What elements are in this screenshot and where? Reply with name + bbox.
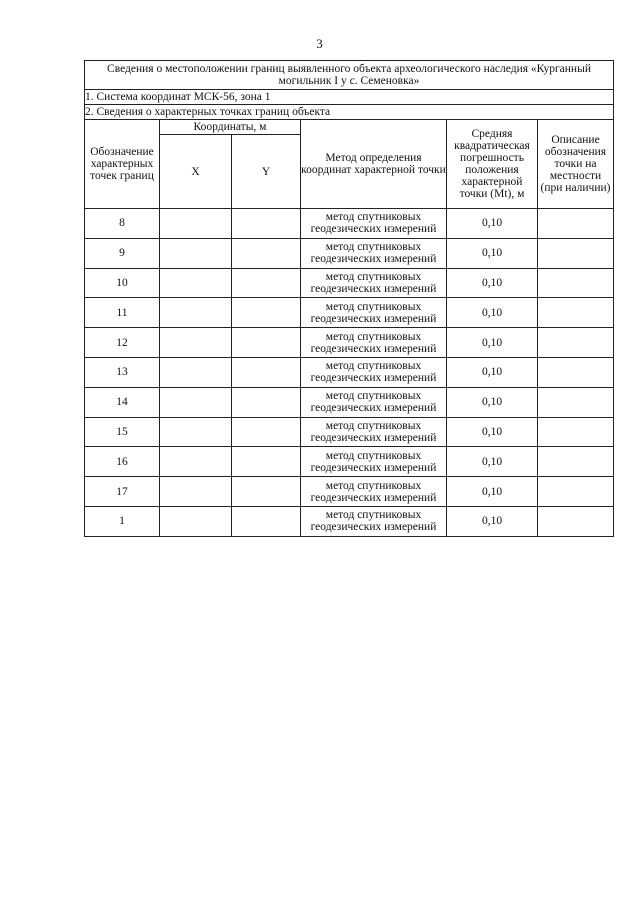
y-coordinate-cell <box>232 417 301 447</box>
table-row <box>85 506 614 536</box>
error-cell: 0,10 <box>447 417 538 447</box>
point-number-cell: 15 <box>85 417 160 447</box>
y-coordinate-cell <box>232 477 301 507</box>
error-cell: 0,10 <box>447 477 538 507</box>
x-coordinate-cell <box>160 268 232 298</box>
description-cell <box>538 417 614 447</box>
table-row <box>85 238 614 268</box>
x-coordinate-cell <box>160 298 232 328</box>
y-coordinate-cell <box>232 209 301 239</box>
table-row <box>85 209 614 239</box>
y-coordinate-cell <box>232 328 301 358</box>
description-cell <box>538 387 614 417</box>
point-number-cell: 9 <box>85 238 160 268</box>
y-coordinate-cell <box>232 447 301 477</box>
x-coordinate-cell <box>160 477 232 507</box>
coordinate-system: 1. Система координат МСК-56, зона 1 <box>85 90 614 105</box>
x-coordinate-cell <box>160 209 232 239</box>
method-cell: метод спутниковых геодезических измерений <box>301 268 447 298</box>
method-cell: метод спутниковых геодезических измерений <box>301 506 447 536</box>
error-cell: 0,10 <box>447 447 538 477</box>
error-cell: 0,10 <box>447 298 538 328</box>
table-row <box>85 477 614 507</box>
table-row <box>85 298 614 328</box>
header-x: X <box>160 135 232 209</box>
table-row <box>85 328 614 358</box>
point-number-cell: 10 <box>85 268 160 298</box>
description-cell <box>538 268 614 298</box>
point-number-cell: 13 <box>85 357 160 387</box>
point-number-cell: 11 <box>85 298 160 328</box>
method-cell: метод спутниковых геодезических измерений <box>301 447 447 477</box>
description-cell <box>538 238 614 268</box>
boundary-points-table <box>84 60 614 537</box>
point-number-cell: 16 <box>85 447 160 477</box>
x-coordinate-cell <box>160 238 232 268</box>
y-coordinate-cell <box>232 238 301 268</box>
header-point-designation: Обозначение характерных точек границ <box>85 120 160 209</box>
method-cell: метод спутниковых геодезических измерений <box>301 417 447 447</box>
point-number-cell: 17 <box>85 477 160 507</box>
description-cell <box>538 328 614 358</box>
header-description: Описание обозначения точки на местности (при наличии) <box>538 120 614 209</box>
table-title: Сведения о местоположении границ выявленного объекта археологического наследия «Курганный могильник I у с. Семеновка» <box>85 61 614 90</box>
error-cell: 0,10 <box>447 209 538 239</box>
description-cell <box>538 506 614 536</box>
x-coordinate-cell <box>160 387 232 417</box>
error-cell: 0,10 <box>447 387 538 417</box>
y-coordinate-cell <box>232 506 301 536</box>
table-row <box>85 447 614 477</box>
x-coordinate-cell <box>160 417 232 447</box>
x-coordinate-cell <box>160 357 232 387</box>
header-error: Средняя квадратическая погрешность положения характерной точки (Mt), м <box>447 120 538 209</box>
point-number-cell: 1 <box>85 506 160 536</box>
method-cell: метод спутниковых геодезических измерений <box>301 298 447 328</box>
error-cell: 0,10 <box>447 357 538 387</box>
error-cell: 0,10 <box>447 268 538 298</box>
y-coordinate-cell <box>232 298 301 328</box>
x-coordinate-cell <box>160 328 232 358</box>
y-coordinate-cell <box>232 268 301 298</box>
table-row <box>85 417 614 447</box>
y-coordinate-cell <box>232 387 301 417</box>
error-cell: 0,10 <box>447 238 538 268</box>
method-cell: метод спутниковых геодезических измерений <box>301 238 447 268</box>
description-cell <box>538 447 614 477</box>
table-row <box>85 387 614 417</box>
page-number: 3 <box>316 36 323 51</box>
error-cell: 0,10 <box>447 328 538 358</box>
method-cell: метод спутниковых геодезических измерений <box>301 328 447 358</box>
y-coordinate-cell <box>232 357 301 387</box>
error-cell: 0,10 <box>447 506 538 536</box>
header-method: Метод определения координат характерной точки <box>301 120 447 209</box>
point-number-cell: 8 <box>85 209 160 239</box>
table-row <box>85 268 614 298</box>
method-cell: метод спутниковых геодезических измерений <box>301 209 447 239</box>
point-number-cell: 12 <box>85 328 160 358</box>
method-cell: метод спутниковых геодезических измерений <box>301 357 447 387</box>
description-cell <box>538 357 614 387</box>
section-heading: 2. Сведения о характерных точках границ объекта <box>85 105 614 120</box>
description-cell <box>538 298 614 328</box>
header-y: Y <box>232 135 301 209</box>
x-coordinate-cell <box>160 447 232 477</box>
description-cell <box>538 477 614 507</box>
x-coordinate-cell <box>160 506 232 536</box>
description-cell <box>538 209 614 239</box>
point-number-cell: 14 <box>85 387 160 417</box>
table-row <box>85 357 614 387</box>
method-cell: метод спутниковых геодезических измерений <box>301 387 447 417</box>
header-coordinates: Координаты, м <box>160 120 301 135</box>
method-cell: метод спутниковых геодезических измерений <box>301 477 447 507</box>
